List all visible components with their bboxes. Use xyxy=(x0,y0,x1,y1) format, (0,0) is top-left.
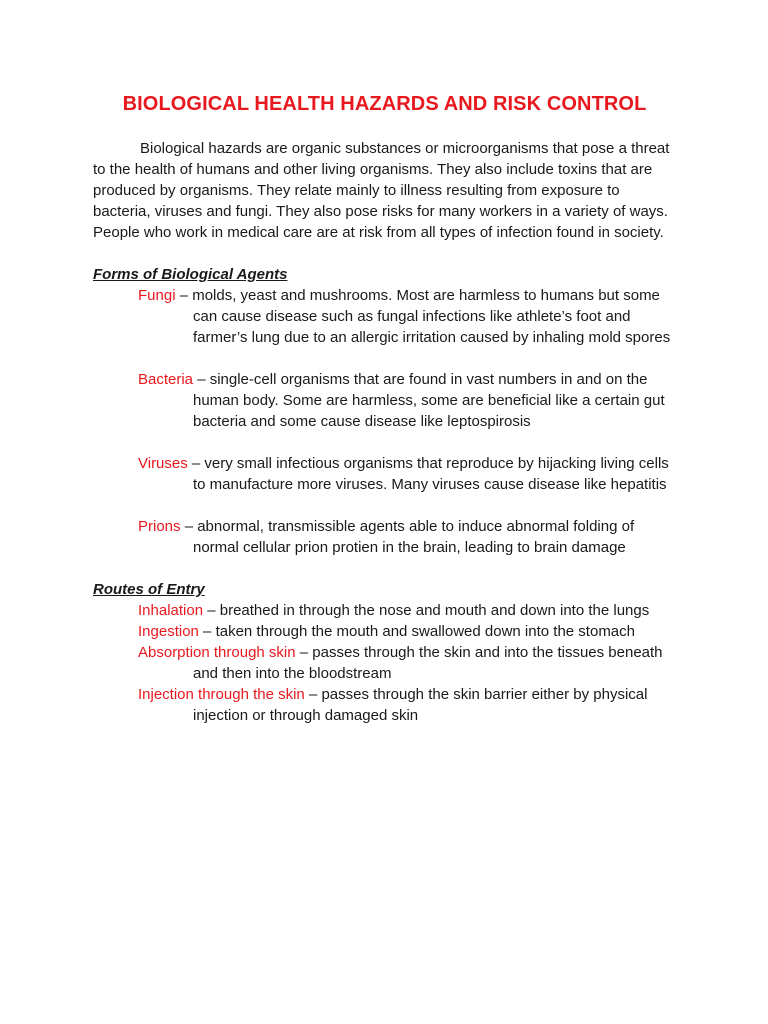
intro-paragraph: Biological hazards are organic substances or microorganisms that pose a threat to the health of humans and other living organisms. They also include toxins that are produced by organisms. They relate mainly to illness resulting from exposure to bacteria, viruses and fungi. They also pose risks for many workers in a variety of ways. People who work in medical care are at risk from all types of infection found in society. xyxy=(93,140,670,241)
routes-section xyxy=(93,579,676,726)
route-description: – passes through the skin barrier either by physical injection or through damaged skin xyxy=(193,686,648,724)
forms-heading: Forms of Biological Agents xyxy=(93,266,288,283)
route-term: Ingestion xyxy=(138,623,199,640)
routes-heading: Routes of Entry xyxy=(93,581,205,598)
route-description: – breathed in through the nose and mouth and down into the lungs xyxy=(203,602,650,619)
form-entry-bacteria xyxy=(93,369,676,432)
form-term: Viruses xyxy=(138,455,188,472)
form-description: – abnormal, transmissible agents able to induce abnormal folding of normal cellular prion protien in the brain, leading to brain damage xyxy=(180,518,635,556)
form-term: Fungi xyxy=(138,287,176,304)
form-description: – very small infectious organisms that reproduce by hijacking living cells to manufacture more viruses. Many viruses cause disease like hepatitis xyxy=(187,455,669,493)
route-term: Absorption through skin xyxy=(138,644,296,661)
document-title: BIOLOGICAL HEALTH HAZARDS AND RISK CONTROL xyxy=(122,93,647,115)
form-entry-viruses xyxy=(93,453,676,495)
route-entry-injection xyxy=(93,684,676,726)
forms-section xyxy=(93,264,676,558)
form-term: Bacteria xyxy=(138,371,194,388)
route-entry-ingestion xyxy=(93,621,676,642)
form-description: – molds, yeast and mushrooms. Most are harmless to humans but some can cause disease such as fungal infections like athlete’s foot and farmer’s lung due to an allergic irritation caused by inhaling mold spores xyxy=(175,287,671,346)
form-term: Prions xyxy=(138,518,181,535)
route-term: Inhalation xyxy=(138,602,204,619)
route-description: – passes through the skin and into the tissues beneath and then into the bloodstream xyxy=(193,644,663,682)
form-description: – single-cell organisms that are found in vast numbers in and on the human body. Some are harmless, some are beneficial like a certain gut bacteria and some cause disease like leptospirosis xyxy=(193,371,665,430)
route-entry-absorption xyxy=(93,642,676,684)
route-term: Injection through the skin xyxy=(138,686,305,703)
route-entry-inhalation xyxy=(93,600,676,621)
form-entry-prions xyxy=(93,516,676,558)
form-entry-fungi xyxy=(93,285,676,348)
route-description: – taken through the mouth and swallowed down into the stomach xyxy=(198,623,635,640)
